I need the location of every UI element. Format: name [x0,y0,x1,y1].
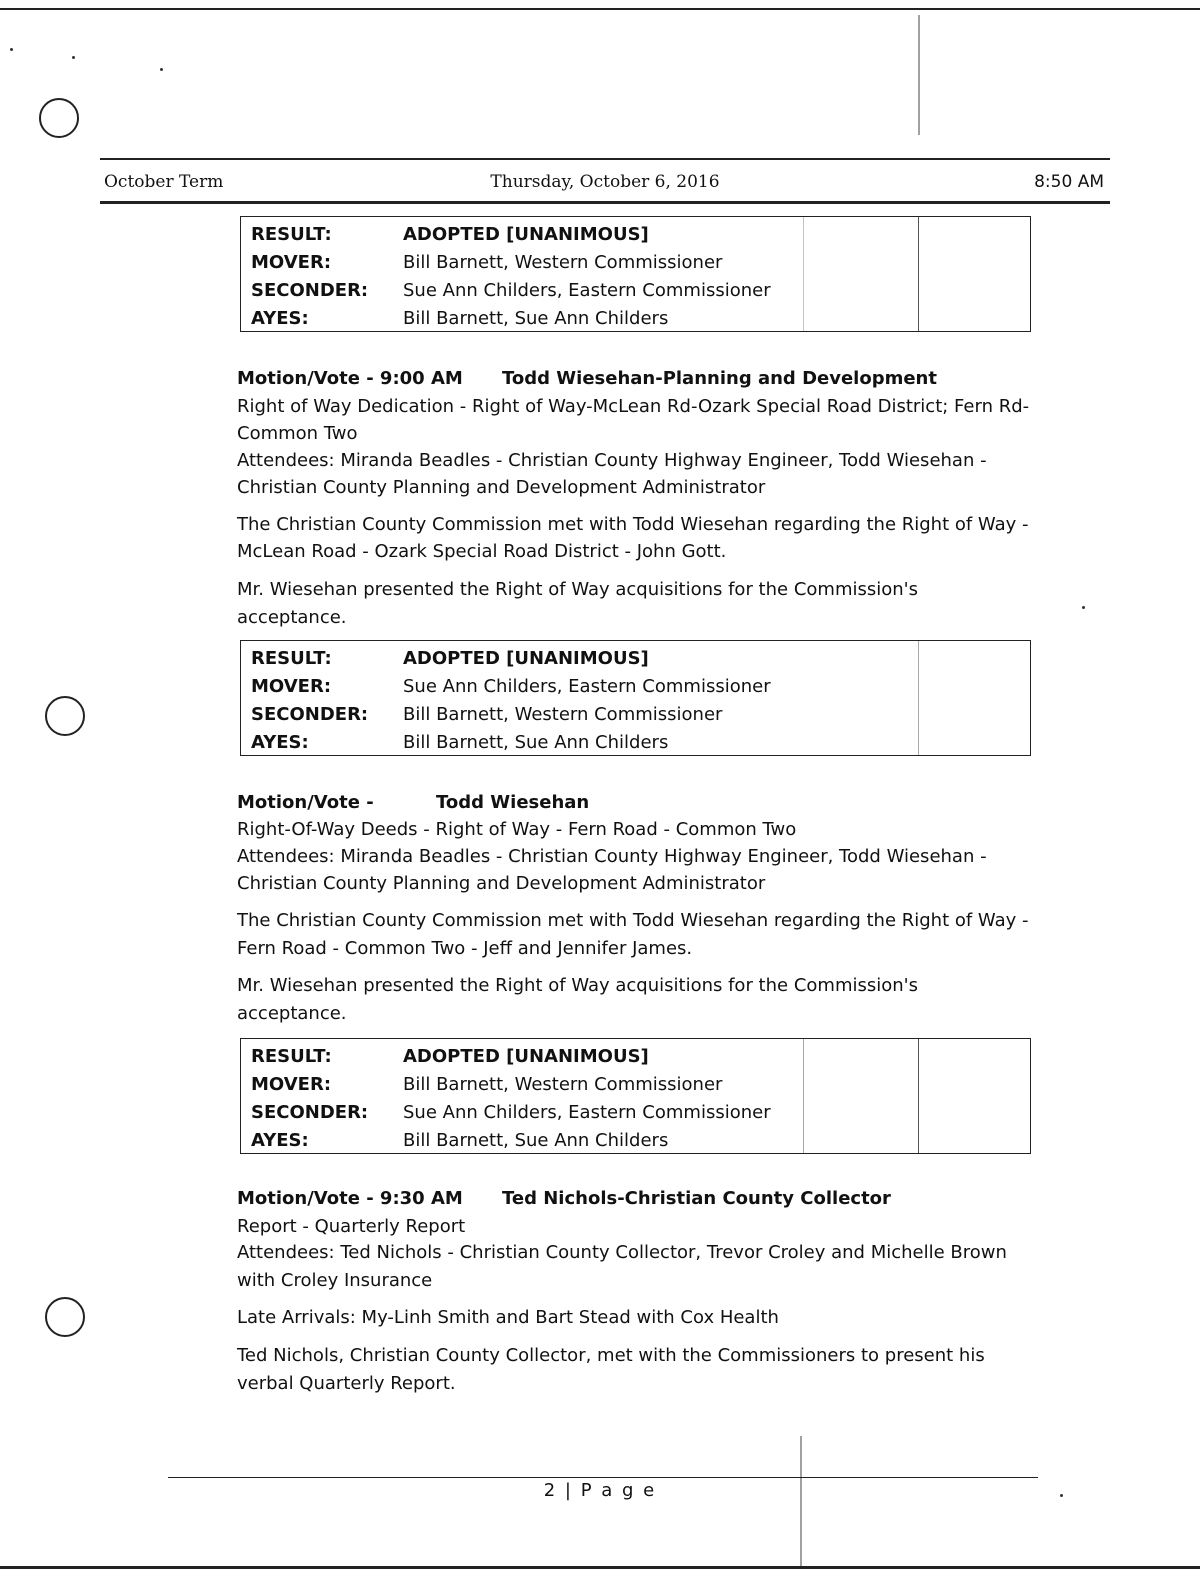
punch-hole [45,696,85,736]
motion-paragraph: acceptance. [237,1003,347,1024]
vote-row-mover: MOVER: Sue Ann Childers, Eastern Commissioner [251,676,771,697]
motion-paragraph: Ted Nichols, Christian County Collector, met with the Commissioners to present his [237,1345,985,1366]
motion-title: Motion/Vote - Todd Wiesehan [237,792,590,813]
motion-attendees: Attendees: Miranda Beadles - Christian County Highway Engineer, Todd Wiesehan - [237,450,987,471]
vote-row-ayes: AYES: Bill Barnett, Sue Ann Childers [251,308,669,329]
scan-mark [800,1436,802,1566]
motion-title: Motion/Vote - 9:30 AM Ted Nichols-Christian County Collector [237,1188,891,1209]
vote-row-result: RESULT: ADOPTED [UNANIMOUS] [251,1046,649,1067]
punch-hole [39,98,79,138]
motion-text: Right of Way Dedication - Right of Way-McLean Rd-Ozark Special Road District; Fern Rd- [237,396,1030,417]
motion-attendees: Christian County Planning and Development Administrator [237,477,766,498]
vote-result-box [240,640,1031,756]
vote-row-ayes: AYES: Bill Barnett, Sue Ann Childers [251,1130,669,1151]
vote-row-seconder: SECONDER: Sue Ann Childers, Eastern Commissioner [251,1102,771,1123]
scan-speck [10,48,13,51]
vote-row-ayes: AYES: Bill Barnett, Sue Ann Childers [251,732,669,753]
scan-bottom-edge [0,1566,1200,1569]
motion-paragraph: Mr. Wiesehan presented the Right of Way acquisitions for the Commission's [237,975,918,996]
page-number: 2 | P a g e [543,1480,657,1501]
motion-paragraph: acceptance. [237,607,347,628]
footer-rule [168,1477,1038,1478]
scan-speck [1082,606,1085,609]
punch-hole [45,1297,85,1337]
motion-paragraph: Fern Road - Common Two - Jeff and Jennifer James. [237,938,693,959]
scan-speck [72,56,75,59]
motion-late-arrivals: Late Arrivals: My-Linh Smith and Bart Stead with Cox Health [237,1307,779,1328]
motion-text: Right-Of-Way Deeds - Right of Way - Fern Road - Common Two [237,819,797,840]
motion-attendees: with Croley Insurance [237,1270,433,1291]
vote-row-seconder: SECONDER: Sue Ann Childers, Eastern Commissioner [251,280,771,301]
motion-paragraph: The Christian County Commission met with Todd Wiesehan regarding the Right of Way - [237,514,1029,535]
scan-speck [160,68,163,71]
vote-row-mover: MOVER: Bill Barnett, Western Commissioner [251,252,723,273]
motion-paragraph: Mr. Wiesehan presented the Right of Way acquisitions for the Commission's [237,579,918,600]
vote-row-result: RESULT: ADOPTED [UNANIMOUS] [251,648,649,669]
header-rule-top [100,158,1110,160]
vote-row-result: RESULT: ADOPTED [UNANIMOUS] [251,224,649,245]
vote-row-seconder: SECONDER: Bill Barnett, Western Commissioner [251,704,723,725]
motion-text: Report - Quarterly Report [237,1216,466,1237]
header-term: October Term [104,172,224,192]
motion-title: Motion/Vote - 9:00 AM Todd Wiesehan-Planning and Development [237,368,937,389]
vote-result-box [240,1038,1031,1154]
motion-paragraph: McLean Road - Ozark Special Road District - John Gott. [237,541,727,562]
vote-row-mover: MOVER: Bill Barnett, Western Commissioner [251,1074,723,1095]
header-time: 8:50 AM [1034,172,1104,192]
motion-paragraph: verbal Quarterly Report. [237,1373,456,1394]
vote-result-box [240,216,1031,332]
scan-mark [918,15,920,135]
scan-top-edge [0,8,1200,10]
motion-attendees: Christian County Planning and Development Administrator [237,873,766,894]
motion-text: Common Two [237,423,358,444]
motion-attendees: Attendees: Miranda Beadles - Christian County Highway Engineer, Todd Wiesehan - [237,846,987,867]
motion-paragraph: The Christian County Commission met with Todd Wiesehan regarding the Right of Way - [237,910,1029,931]
header-date: Thursday, October 6, 2016 [490,172,720,192]
motion-attendees: Attendees: Ted Nichols - Christian County Collector, Trevor Croley and Michelle Brown [237,1242,1007,1263]
header-rule-bottom [100,201,1110,204]
